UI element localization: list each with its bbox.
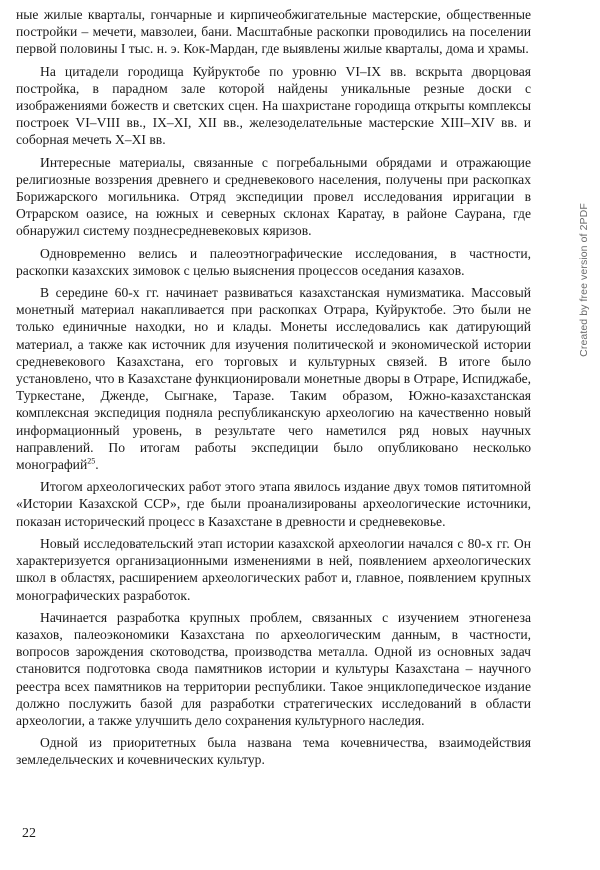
page-body (16, 6, 531, 769)
paragraph-3: Интересные материалы, связанные с погребальными обрядами и отражающие религиозные воззрения древнего и средневекового населения, получены при раскопках Борижарского могильника. Отряд экспедиции провел исследования ирригации в Отрарском оазисе, на южных и северных склонах Каратау, в районе Саурана, где обнаружил систему позднесредневековых кяризов. (16, 154, 531, 239)
paragraph-6: Итогом археологических работ этого этапа явилось издание двух томов пятитомной «Истории Казахской ССР», где были проанализированы археологические источники, показан исторический процесс в Казахстане в древности и средневековье. (16, 479, 531, 529)
paragraph-7: Новый исследовательский этап истории казахской археологии начался с 80-х гг. Он характеризуется организационными изменениями в ней, появлением археологических школ в областях, расширением археологических работ и, главное, появлением крупных монографических разработок. (16, 535, 531, 603)
watermark-text: Created by free version of 2PDF (578, 203, 590, 357)
paragraph-2: На цитадели городища Куйруктобе по уровню VI–IX вв. вскрыта дворцовая постройка, в парадном зале которой найдены уникальные резные доски с изображениями божеств и светских сцен. На шахристане городища открыты комплексы построек VI–VIII вв., IX–XI, XII вв., железоделательные мастерские XIII–XIV вв. и соборная мечеть X–XI вв. (16, 63, 531, 148)
paragraph-5-end: . (95, 457, 99, 473)
paragraph-5-text: В середине 60-х гг. начинает развиваться казахстанская нумизматика. Массовый монетный материал накапливается при раскопках Отрара, Куйруктобе. Это были не только единичные находки, но и клады. Монеты исследовались как датирующий материал, а также как источник для изучения политической и экономической истории средневекового Казахстана, его торговых и культурных связей. В итоге было установлено, что в Казахстане функционировали монетные дворы в Отраре, Испиджабе, Туркестане, Дженде, Сыгнаке, Таразе. Таким образом, Южно-казахстанская комплексная экспедиция подняла республиканскую археологию на качественно новый информационный уровень, в результате чего наметился ряд новых научных направлений. По итогам работы экспедиции было опубликовано несколько монографий (16, 285, 531, 473)
paragraph-9: Одной из приоритетных была названа тема кочевничества, взаимодействия земледельческих и кочевнических культур. (16, 735, 531, 768)
page-number: 22 (22, 826, 36, 841)
paragraph-1: ные жилые кварталы, гончарные и кирпичеобжигательные мастерские, общественные постройки – мечети, мавзолеи, бани. Масштабные раскопки проводились на поселении первой половины I тыс. н. э. Кок-Мардан, где выявлены жилые кварталы, дома и храмы. (16, 7, 531, 57)
paragraph-8: Начинается разработка крупных проблем, связанных с изучением этногенеза казахов, палеоэкономики Казахстана по археологическим данным, в частности, вопросов зарождения скотоводства, производства металла. Одной из основных задач становится подготовка свода памятников истории и культуры Казахстана – научного реестра всех памятников на территории республики. Такое энциклопедическое издание должно послужить базой для разработки стратегических исследований в области археологии, а также улучшить дело сохранения культурного наследия. (16, 609, 531, 728)
paragraph-4: Одновременно велись и палеоэтнографические исследования, в частности, раскопки казахских зимовок с целью выяснения процессов оседания казахов. (16, 245, 531, 278)
footnote-reference: 25 (87, 456, 96, 466)
paragraph-5 (16, 284, 531, 473)
